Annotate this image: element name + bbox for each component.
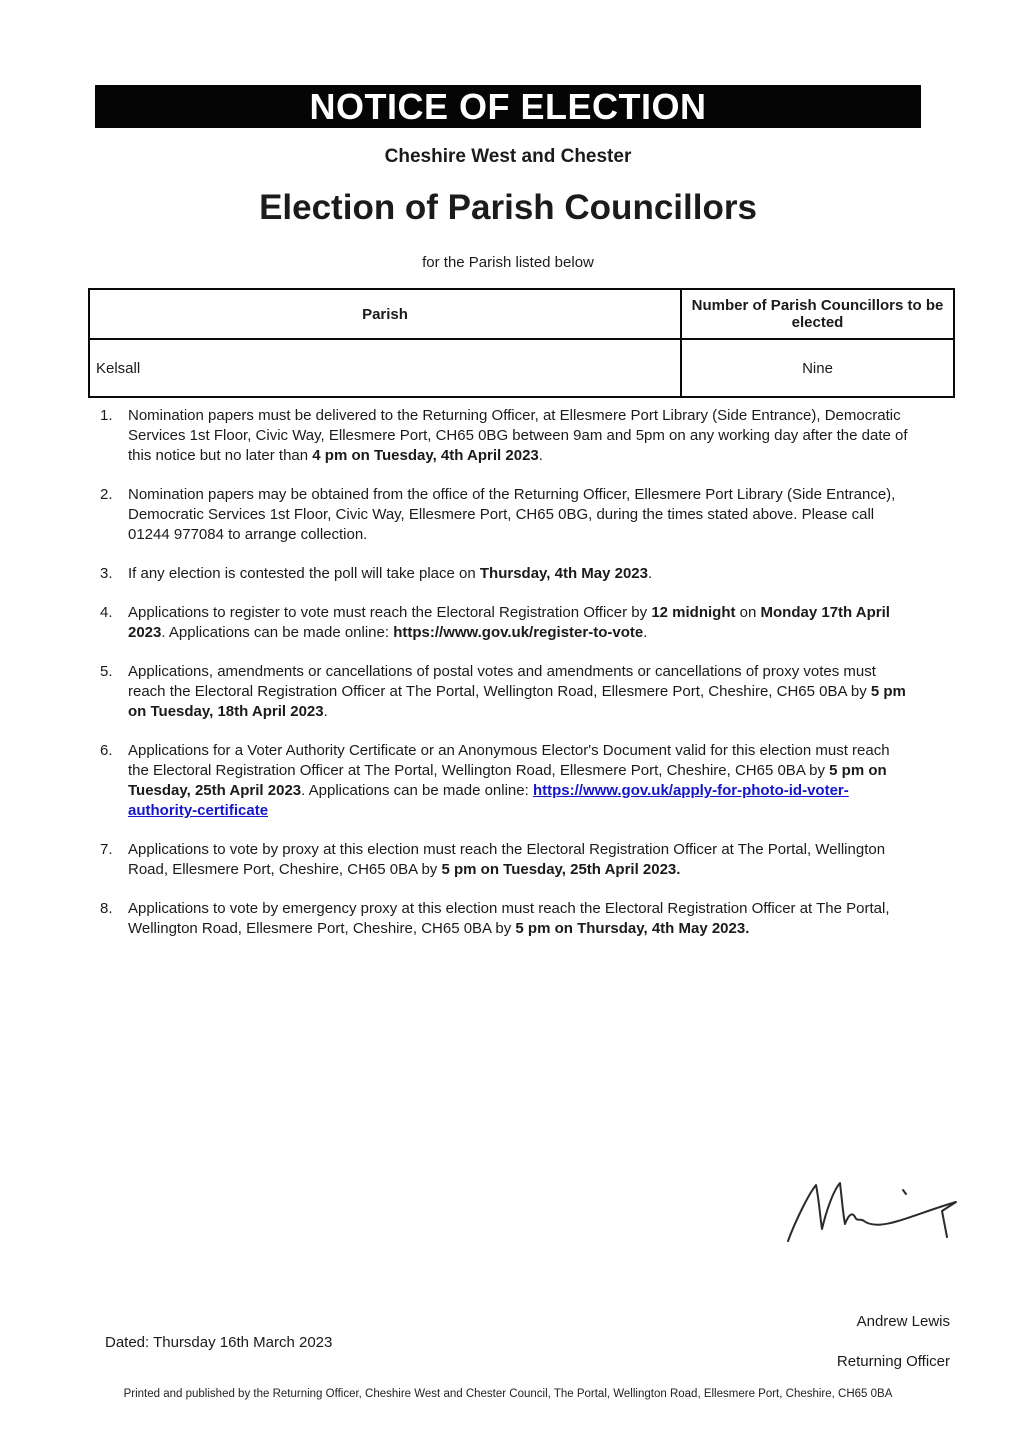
text-segment: Applications to vote by proxy at this election must reach the Electoral Registration Officer at The Portal, Wellington Road, Ellesmere Port, Cheshire, CH65 0BA by	[128, 841, 886, 878]
item-number: 2.	[100, 486, 113, 503]
item-number: 7.	[100, 841, 113, 858]
text-segment: Nomination papers must be delivered to the Returning Officer, at Ellesmere Port Library (Side Entrance), Democratic Services 1st Floor, Civic Way, Ellesmere Port, CH65 0BG between 9am and 5pm on any working day after the date of this notice but no later than	[128, 407, 908, 464]
notice-banner: NOTICE OF ELECTION	[95, 85, 921, 128]
item-number: 4.	[100, 604, 113, 621]
text-segment: Nomination papers may be obtained from the office of the Returning Officer, Ellesmere Port Library (Side Entrance), Democratic Services 1st Floor, Civic Way, Ellesmere Port, CH65 0BG, during the times stated above. Please call 01244 977084 to arrange collection.	[128, 486, 896, 543]
text-segment: If any election is contested the poll will take place on	[128, 565, 480, 582]
text-segment: on	[735, 604, 761, 621]
item-number: 5.	[100, 663, 113, 680]
item-text	[128, 564, 914, 584]
text-segment: . Applications can be made online:	[161, 624, 394, 641]
item-number: 6.	[100, 742, 113, 759]
bold-text-segment: 12 midnight	[651, 604, 736, 621]
item-text	[128, 899, 914, 939]
text-segment: .	[648, 565, 653, 582]
footer-imprint: Printed and published by the Returning Officer, Cheshire West and Chester Council, The Portal, Wellington Road, Ellesmere Port, Cheshire, CH65 0BA	[123, 1388, 893, 1400]
parish-table	[88, 288, 955, 398]
item-text	[128, 485, 914, 545]
parish-name-cell: Kelsall	[89, 339, 681, 397]
table-header-row	[89, 289, 954, 339]
text-segment: .	[538, 447, 543, 464]
bold-text-segment: 5 pm on Tuesday, 18th April 2023	[128, 683, 906, 720]
bold-text-segment: Thursday, 4th May 2023	[479, 565, 648, 582]
voter-certificate-link[interactable]: https://www.gov.uk/apply-for-photo-id-voter-authority-certificate	[128, 782, 849, 819]
text-segment: .	[643, 624, 648, 641]
text-segment: Applications, amendments or cancellations of postal votes and amendments or cancellations of proxy votes must reach the Electoral Registration Officer at The Portal, Wellington Road, Ellesmere Port, Cheshire, CH65 0BA by	[128, 663, 876, 700]
page-subtitle: for the Parish listed below	[422, 254, 594, 271]
header-councillors: Number of Parish Councillors to be elected	[681, 289, 954, 339]
item-text	[128, 741, 914, 821]
page-title: Election of Parish Councillors	[259, 188, 757, 227]
bold-text-segment: 5 pm on Tuesday, 25th April 2023.	[441, 861, 681, 878]
signatory-name: Andrew Lewis	[856, 1313, 950, 1330]
notice-list	[100, 406, 914, 958]
notice-item	[100, 741, 914, 821]
notice-item	[100, 840, 914, 880]
item-text	[128, 406, 914, 466]
notice-item	[100, 899, 914, 939]
bold-text-segment: https://www.gov.uk/register-to-vote	[393, 624, 644, 641]
text-segment: Applications to vote by emergency proxy at this election must reach the Electoral Registration Officer at The Portal, Wellington Road, Ellesmere Port, Cheshire, CH65 0BA by	[128, 900, 890, 937]
notice-item	[100, 485, 914, 545]
item-text	[128, 840, 914, 880]
returning-officer-role: Returning Officer	[836, 1353, 950, 1370]
bold-text-segment: Monday 17th April 2023	[128, 604, 890, 641]
dated-line: Dated: Thursday 16th March 2023	[105, 1334, 333, 1351]
authority-name: Cheshire West and Chester	[384, 146, 632, 167]
text-segment: .	[323, 703, 328, 720]
item-text	[128, 662, 914, 722]
table-row	[89, 339, 954, 397]
notice-item	[100, 603, 914, 643]
bold-text-segment: 5 pm on Tuesday, 25th April 2023	[128, 762, 887, 799]
text-segment: Applications for a Voter Authority Certificate or an Anonymous Elector's Document valid for this election must reach the Electoral Registration Officer at The Portal, Wellington Road, Ellesmere Port, Cheshire, CH65 0BA by	[128, 742, 890, 779]
bold-text-segment: 4 pm on Tuesday, 4th April 2023	[312, 447, 539, 464]
notice-item	[100, 662, 914, 722]
councillors-count-cell: Nine	[681, 339, 954, 397]
text-segment: . Applications can be made online:	[301, 782, 533, 799]
item-text	[128, 603, 914, 643]
item-number: 3.	[100, 565, 113, 582]
header-parish: Parish	[89, 289, 681, 339]
item-number: 8.	[100, 900, 113, 917]
item-number: 1.	[100, 407, 113, 424]
text-segment: Applications to register to vote must reach the Electoral Registration Officer by	[128, 604, 652, 621]
notice-item	[100, 406, 914, 466]
signature-image	[700, 1150, 1000, 1280]
notice-item	[100, 564, 914, 584]
bold-text-segment: 5 pm on Thursday, 4th May 2023.	[515, 920, 750, 937]
